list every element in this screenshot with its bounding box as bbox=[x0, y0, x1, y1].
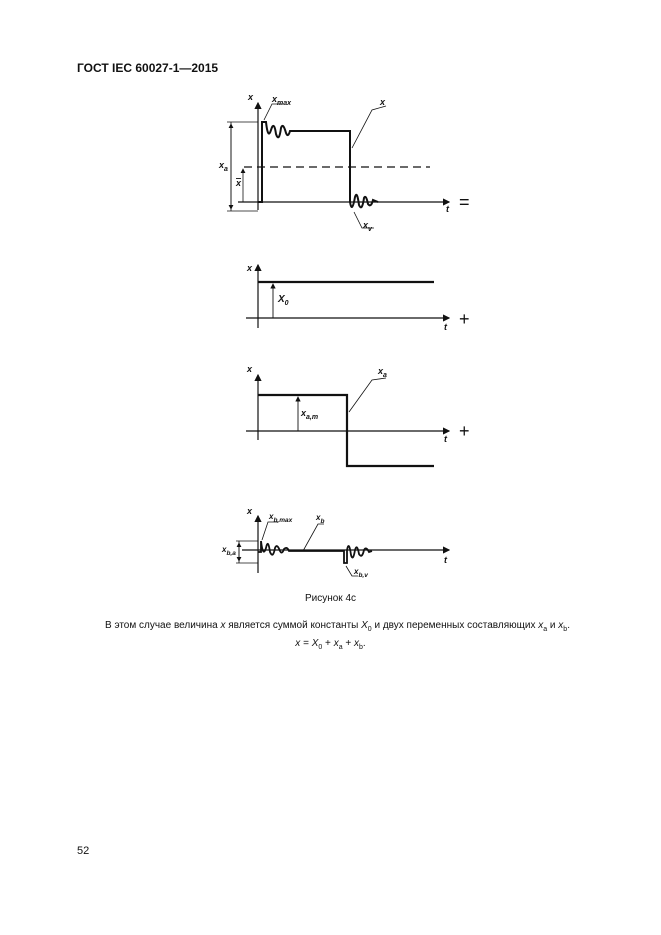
plot2-operator: + bbox=[459, 309, 470, 329]
plot3-operator: + bbox=[459, 421, 470, 441]
plot3-xam-label: $x_{a,m}$ bbox=[301, 408, 319, 421]
plot4-xb-leader bbox=[303, 524, 324, 551]
plot-4-oscillating-component bbox=[221, 506, 449, 579]
plot-2-constant-component bbox=[246, 263, 470, 332]
plot3-xa-leader bbox=[349, 378, 386, 412]
plot1-x-curve-label: x bbox=[380, 97, 386, 107]
plot1-xv-label: $x_v$ bbox=[363, 220, 372, 233]
plot-1-total-signal bbox=[218, 92, 470, 233]
plot3-xa-label: $x_a$ bbox=[378, 366, 387, 379]
plot4-xbmax-leader bbox=[262, 522, 278, 540]
plot4-xbmax-label: $x_{b,max}$ bbox=[269, 512, 293, 524]
plot1-operator: = bbox=[459, 192, 470, 212]
plot3-y-label: x bbox=[247, 364, 253, 374]
plot4-x-label: t bbox=[444, 555, 447, 565]
plot1-signal-curve bbox=[258, 122, 378, 207]
plot2-X0-label: $X_0$ bbox=[278, 294, 289, 307]
plot4-signal-curve bbox=[258, 541, 372, 563]
document-header: ГОСТ IEC 60027-1—2015 bbox=[77, 61, 219, 75]
plot4-xbv-label: $x_{b,v}$ bbox=[354, 567, 368, 579]
figure-caption: Рисунок 4c bbox=[304, 593, 357, 604]
plot1-xbar-label: x bbox=[236, 178, 242, 188]
plot4-y-label: x bbox=[247, 506, 253, 516]
plot1-x-label: t bbox=[446, 204, 449, 214]
plot1-xmax-label: $x_{max}$ bbox=[272, 94, 292, 107]
plot1-x-leader bbox=[352, 106, 386, 148]
plot1-xa-label: $x_a$ bbox=[219, 160, 228, 173]
plot3-x-label: t bbox=[444, 434, 447, 444]
plot1-y-label: x bbox=[248, 92, 254, 102]
plot2-x-label: t bbox=[444, 322, 447, 332]
plot4-xba-label: $x_{b,a}$ bbox=[222, 545, 236, 557]
page-number: 52 bbox=[77, 845, 90, 857]
body-paragraph: В этом случае величина x является суммой константы $X_0$ и двух переменных составляющих $x_a$ и $x_b$. bbox=[105, 620, 570, 633]
plot4-xb-label: $x_b$ bbox=[316, 513, 325, 525]
sum-formula: $x = X_0 + x_a + x_b$. bbox=[295, 638, 366, 651]
plot-3-square-wave-component bbox=[246, 364, 470, 466]
plot2-y-label: x bbox=[247, 263, 253, 273]
